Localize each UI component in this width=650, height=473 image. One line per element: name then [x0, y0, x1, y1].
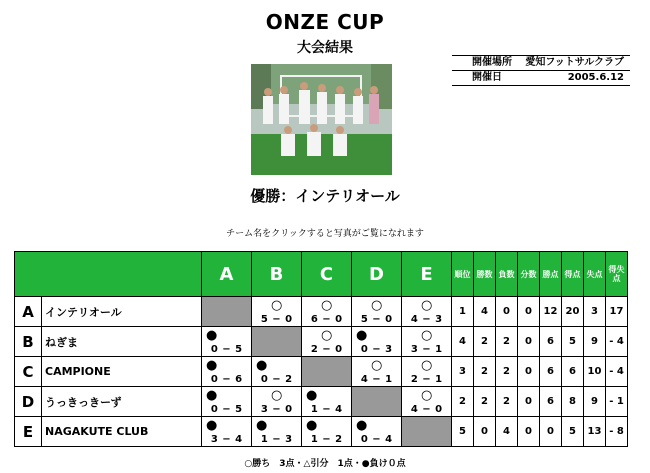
win-mark-icon: ○ [421, 298, 433, 313]
match-result-cell [352, 297, 402, 327]
col-header-draws: 分数 [518, 252, 540, 297]
col-header-rank: 順位 [452, 252, 474, 297]
winner-text: 優勝：インテリオール [250, 187, 400, 205]
team-name-link[interactable]: ねぎま [42, 327, 202, 357]
match-result-cell [402, 387, 452, 417]
match-result-cell [402, 327, 452, 357]
win-mark-icon: ○ [321, 328, 333, 343]
win-mark-icon: ○ [271, 298, 283, 313]
stat-points: 6 [540, 387, 562, 417]
col-header-goals-against: 失点 [584, 252, 606, 297]
table-row [15, 327, 628, 357]
stat-rank: 3 [452, 357, 474, 387]
table-row [15, 297, 628, 327]
stat-goals-against: 9 [584, 387, 606, 417]
stat-draws: 0 [518, 357, 540, 387]
loss-mark-icon: ● [306, 418, 318, 433]
stat-goals-against: 3 [584, 297, 606, 327]
match-score: 1 − 4 [310, 404, 343, 415]
self-match-cell [252, 327, 302, 357]
stat-wins: 2 [474, 357, 496, 387]
stat-goal-diff: - 8 [606, 417, 628, 447]
stat-goals-against: 9 [584, 327, 606, 357]
table-row [15, 387, 628, 417]
stat-goals-for: 20 [562, 297, 584, 327]
win-mark-icon: ○ [421, 358, 433, 373]
col-header-d: D [352, 252, 402, 297]
stat-rank: 1 [452, 297, 474, 327]
match-score: 5 − 0 [360, 314, 393, 325]
event-info [452, 55, 630, 86]
stat-draws: 0 [518, 327, 540, 357]
stat-wins: 0 [474, 417, 496, 447]
stat-goals-for: 5 [562, 417, 584, 447]
match-score: 4 − 0 [410, 404, 443, 415]
team-photo-image [251, 64, 392, 175]
page-subtitle: 大会結果 [297, 40, 353, 56]
stat-goal-diff: - 4 [606, 357, 628, 387]
win-mark-icon: ○ [371, 358, 383, 373]
stat-goals-for: 6 [562, 357, 584, 387]
col-header-losses: 負数 [496, 252, 518, 297]
match-score: 3 − 1 [410, 344, 443, 355]
self-match-cell [302, 357, 352, 387]
stat-rank: 4 [452, 327, 474, 357]
self-match-cell [402, 417, 452, 447]
match-score: 0 − 4 [360, 434, 393, 445]
row-letter: E [15, 417, 42, 447]
match-result-cell [302, 297, 352, 327]
stat-goal-diff: - 4 [606, 327, 628, 357]
results-table-body [15, 252, 628, 447]
match-score: 1 − 2 [310, 434, 343, 445]
date-row [452, 70, 630, 86]
loss-mark-icon: ● [206, 388, 218, 403]
stat-goals-against: 13 [584, 417, 606, 447]
match-result-cell [252, 297, 302, 327]
row-letter: C [15, 357, 42, 387]
match-result-cell [202, 357, 252, 387]
stat-goals-for: 5 [562, 327, 584, 357]
stat-points: 6 [540, 357, 562, 387]
win-mark-icon: ○ [371, 298, 383, 313]
stat-draws: 0 [518, 297, 540, 327]
match-score: 3 − 4 [210, 434, 243, 445]
loss-mark-icon: ● [206, 328, 218, 343]
match-result-cell [352, 417, 402, 447]
match-score: 3 − 0 [260, 404, 293, 415]
stat-goal-diff: - 1 [606, 387, 628, 417]
row-letter: D [15, 387, 42, 417]
match-result-cell [352, 327, 402, 357]
page-title: ONZE CUP [265, 10, 385, 34]
loss-mark-icon: ● [256, 358, 268, 373]
stat-losses: 4 [496, 417, 518, 447]
venue-value: 愛知フットサルクラブ [525, 57, 624, 68]
col-header-a: A [202, 252, 252, 297]
win-mark-icon: ○ [271, 388, 283, 403]
match-score: 0 − 5 [210, 344, 243, 355]
date-label: 開催日 [472, 72, 502, 83]
stat-losses: 2 [496, 327, 518, 357]
team-name-link[interactable]: インテリオール [42, 297, 202, 327]
loss-mark-icon: ● [256, 418, 268, 433]
legend: ○勝ち 3点・△引分 1点・●負け０点 [244, 459, 406, 469]
match-result-cell [252, 417, 302, 447]
loss-mark-icon: ● [306, 388, 318, 403]
stat-wins: 4 [474, 297, 496, 327]
match-score: 0 − 3 [360, 344, 393, 355]
win-mark-icon: ○ [321, 298, 333, 313]
col-header-b: B [252, 252, 302, 297]
stat-rank: 5 [452, 417, 474, 447]
loss-mark-icon: ● [206, 418, 218, 433]
table-row [15, 417, 628, 447]
loss-mark-icon: ● [206, 358, 218, 373]
match-result-cell [252, 357, 302, 387]
match-score: 1 − 3 [260, 434, 293, 445]
venue-label: 開催場所 [472, 57, 512, 68]
click-note: チーム名をクリックすると写真がご覧になれます [226, 229, 424, 239]
match-result-cell [202, 387, 252, 417]
self-match-cell [352, 387, 402, 417]
venue-row [452, 55, 630, 70]
stat-losses: 2 [496, 357, 518, 387]
header-row [15, 252, 628, 297]
col-header-c: C [302, 252, 352, 297]
col-header-wins: 勝数 [474, 252, 496, 297]
match-result-cell [252, 387, 302, 417]
team-photo [251, 64, 392, 175]
col-header-goals-for: 得点 [562, 252, 584, 297]
stat-draws: 0 [518, 417, 540, 447]
match-score: 2 − 1 [410, 374, 443, 385]
win-mark-icon: ○ [421, 388, 433, 403]
team-name-link[interactable]: うっきっきーず [42, 387, 202, 417]
match-score: 4 − 3 [410, 314, 443, 325]
match-result-cell [302, 417, 352, 447]
match-result-cell [402, 297, 452, 327]
match-score: 4 − 1 [360, 374, 393, 385]
self-match-cell [202, 297, 252, 327]
match-score: 6 − 0 [310, 314, 343, 325]
stat-rank: 2 [452, 387, 474, 417]
stat-points: 12 [540, 297, 562, 327]
match-score: 5 − 0 [260, 314, 293, 325]
win-mark-icon: ○ [421, 328, 433, 343]
col-header-goal-diff: 得失点 [606, 252, 628, 297]
match-result-cell [202, 327, 252, 357]
stat-losses: 2 [496, 387, 518, 417]
match-score: 0 − 6 [210, 374, 243, 385]
col-header-e: E [402, 252, 452, 297]
team-name-link[interactable]: CAMPIONE [42, 357, 202, 387]
loss-mark-icon: ● [356, 418, 368, 433]
match-result-cell [202, 417, 252, 447]
match-score: 0 − 5 [210, 404, 243, 415]
stat-goals-against: 10 [584, 357, 606, 387]
stat-goal-diff: 17 [606, 297, 628, 327]
match-result-cell [402, 357, 452, 387]
match-result-cell [302, 327, 352, 357]
row-letter: B [15, 327, 42, 357]
stat-wins: 2 [474, 387, 496, 417]
match-score: 0 − 2 [260, 374, 293, 385]
table-row [15, 357, 628, 387]
stat-points: 0 [540, 417, 562, 447]
stat-losses: 0 [496, 297, 518, 327]
stat-points: 6 [540, 327, 562, 357]
match-score: 2 − 0 [310, 344, 343, 355]
date-value: 2005.6.12 [567, 72, 624, 83]
row-letter: A [15, 297, 42, 327]
stat-goals-for: 8 [562, 387, 584, 417]
results-table [14, 251, 628, 447]
match-result-cell [352, 357, 402, 387]
team-name-link[interactable]: NAGAKUTE CLUB [42, 417, 202, 447]
header-blank [15, 252, 202, 297]
loss-mark-icon: ● [356, 328, 368, 343]
stat-wins: 2 [474, 327, 496, 357]
stat-draws: 0 [518, 387, 540, 417]
col-header-points: 勝点 [540, 252, 562, 297]
match-result-cell [302, 387, 352, 417]
